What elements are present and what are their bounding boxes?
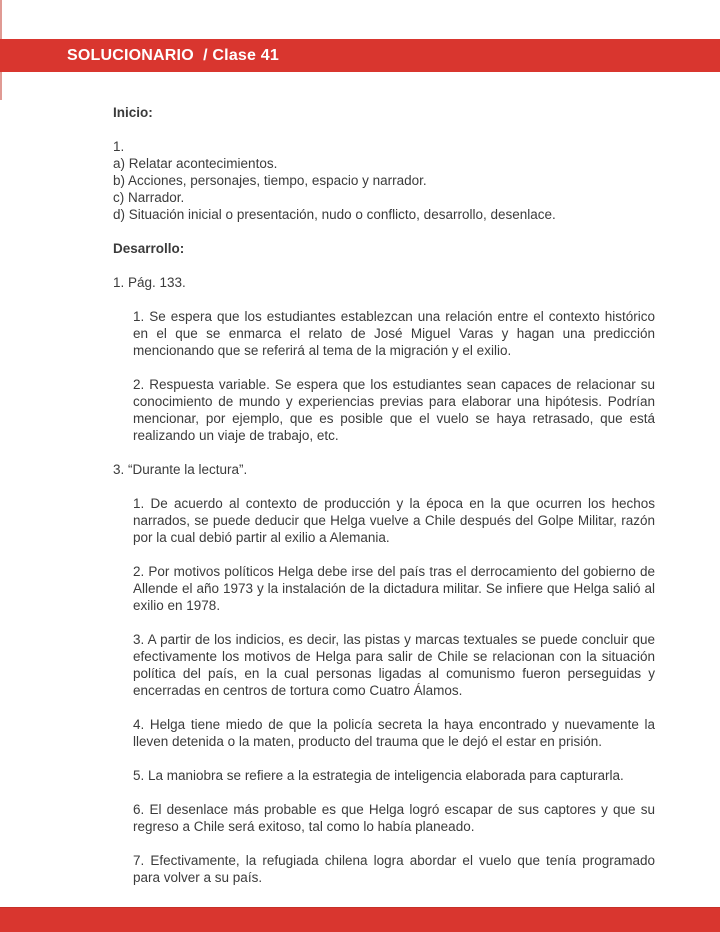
footer-bar (0, 907, 720, 932)
answer-line-a: a) Relatar acontecimientos. (113, 156, 278, 171)
durante-answer-paragraph-3: 3. A partir de los indicios, es decir, las pistas y marcas textuales se puede concluir que efectivamente los motivos de Helga para salir de Chile se relacionan con la situación política del país, en la cual personas ligadas al comunismo fueron perseguidas y encerradas en centros de tortura como Cuatro Álamos. (133, 632, 655, 698)
section-heading-desarrollo: Desarrollo: (113, 241, 185, 256)
answer-paragraph-2: 2. Respuesta variable. Se espera que los estudiantes sean capaces de relacionar su conocimiento de mundo y experiencias previas para elaborar una hipótesis. Podrían mencionar, por ejemplo, que es posible que el vuelo se haya retrasado, que está realizando un viaje de trabajo, etc. (133, 377, 655, 443)
subsection-heading-durante-la-lectura: 3. “Durante la lectura”. (113, 462, 248, 477)
inicio-answer-list (113, 138, 656, 223)
durante-answer-paragraph-1: 1. De acuerdo al contexto de producción y la época en la que ocurren los hechos narrados, se puede deducir que Helga vuelve a Chile después del Golpe Militar, razón por la cual debió partir al exilio a Alemania. (133, 496, 655, 545)
durante-answer-paragraph-4: 4. Helga tiene miedo de que la policía secreta la haya encontrado y nuevamente la lleven detenida o la maten, producto del trauma que le dejó el estar en prisión. (133, 717, 655, 749)
durante-answer-paragraph-2: 2. Por motivos políticos Helga debe irse del país tras el derrocamiento del gobierno de Allende el año 1973 y la instalación de la dictadura militar. Se infiere que Helga salió al exilio en 1978. (133, 564, 655, 613)
document-content (113, 104, 656, 886)
answer-line-d: d) Situación inicial o presentación, nudo o conflicto, desarrollo, desenlace. (113, 207, 556, 222)
page-title: SOLUCIONARIO / Clase 41 (67, 46, 279, 64)
durante-answer-paragraph-5: 5. La maniobra se refiere a la estrategia de inteligencia elaborada para capturarla. (133, 768, 624, 783)
section-heading-inicio: Inicio: (113, 105, 153, 120)
durante-answer-paragraph-7: 7. Efectivamente, la refugiada chilena logra abordar el vuelo que tenía programado para volver a su país. (133, 853, 655, 885)
answer-paragraph-1: 1. Se espera que los estudiantes establezcan una relación entre el contexto histórico en el que se enmarca el relato de José Miguel Varas y hagan una predicción mencionando que se referirá al tema de la migración y el exilio. (133, 309, 655, 358)
durante-answer-paragraph-6: 6. El desenlace más probable es que Helga logró escapar de sus captores y que su regreso a Chile será exitoso, tal como lo había planeado. (133, 802, 655, 834)
answer-line-b: b) Acciones, personajes, tiempo, espacio y narrador. (113, 173, 427, 188)
page-reference: 1. Pág. 133. (113, 275, 186, 290)
answer-line-number: 1. (113, 139, 125, 154)
header-bar (0, 39, 720, 72)
answer-line-c: c) Narrador. (113, 190, 185, 205)
